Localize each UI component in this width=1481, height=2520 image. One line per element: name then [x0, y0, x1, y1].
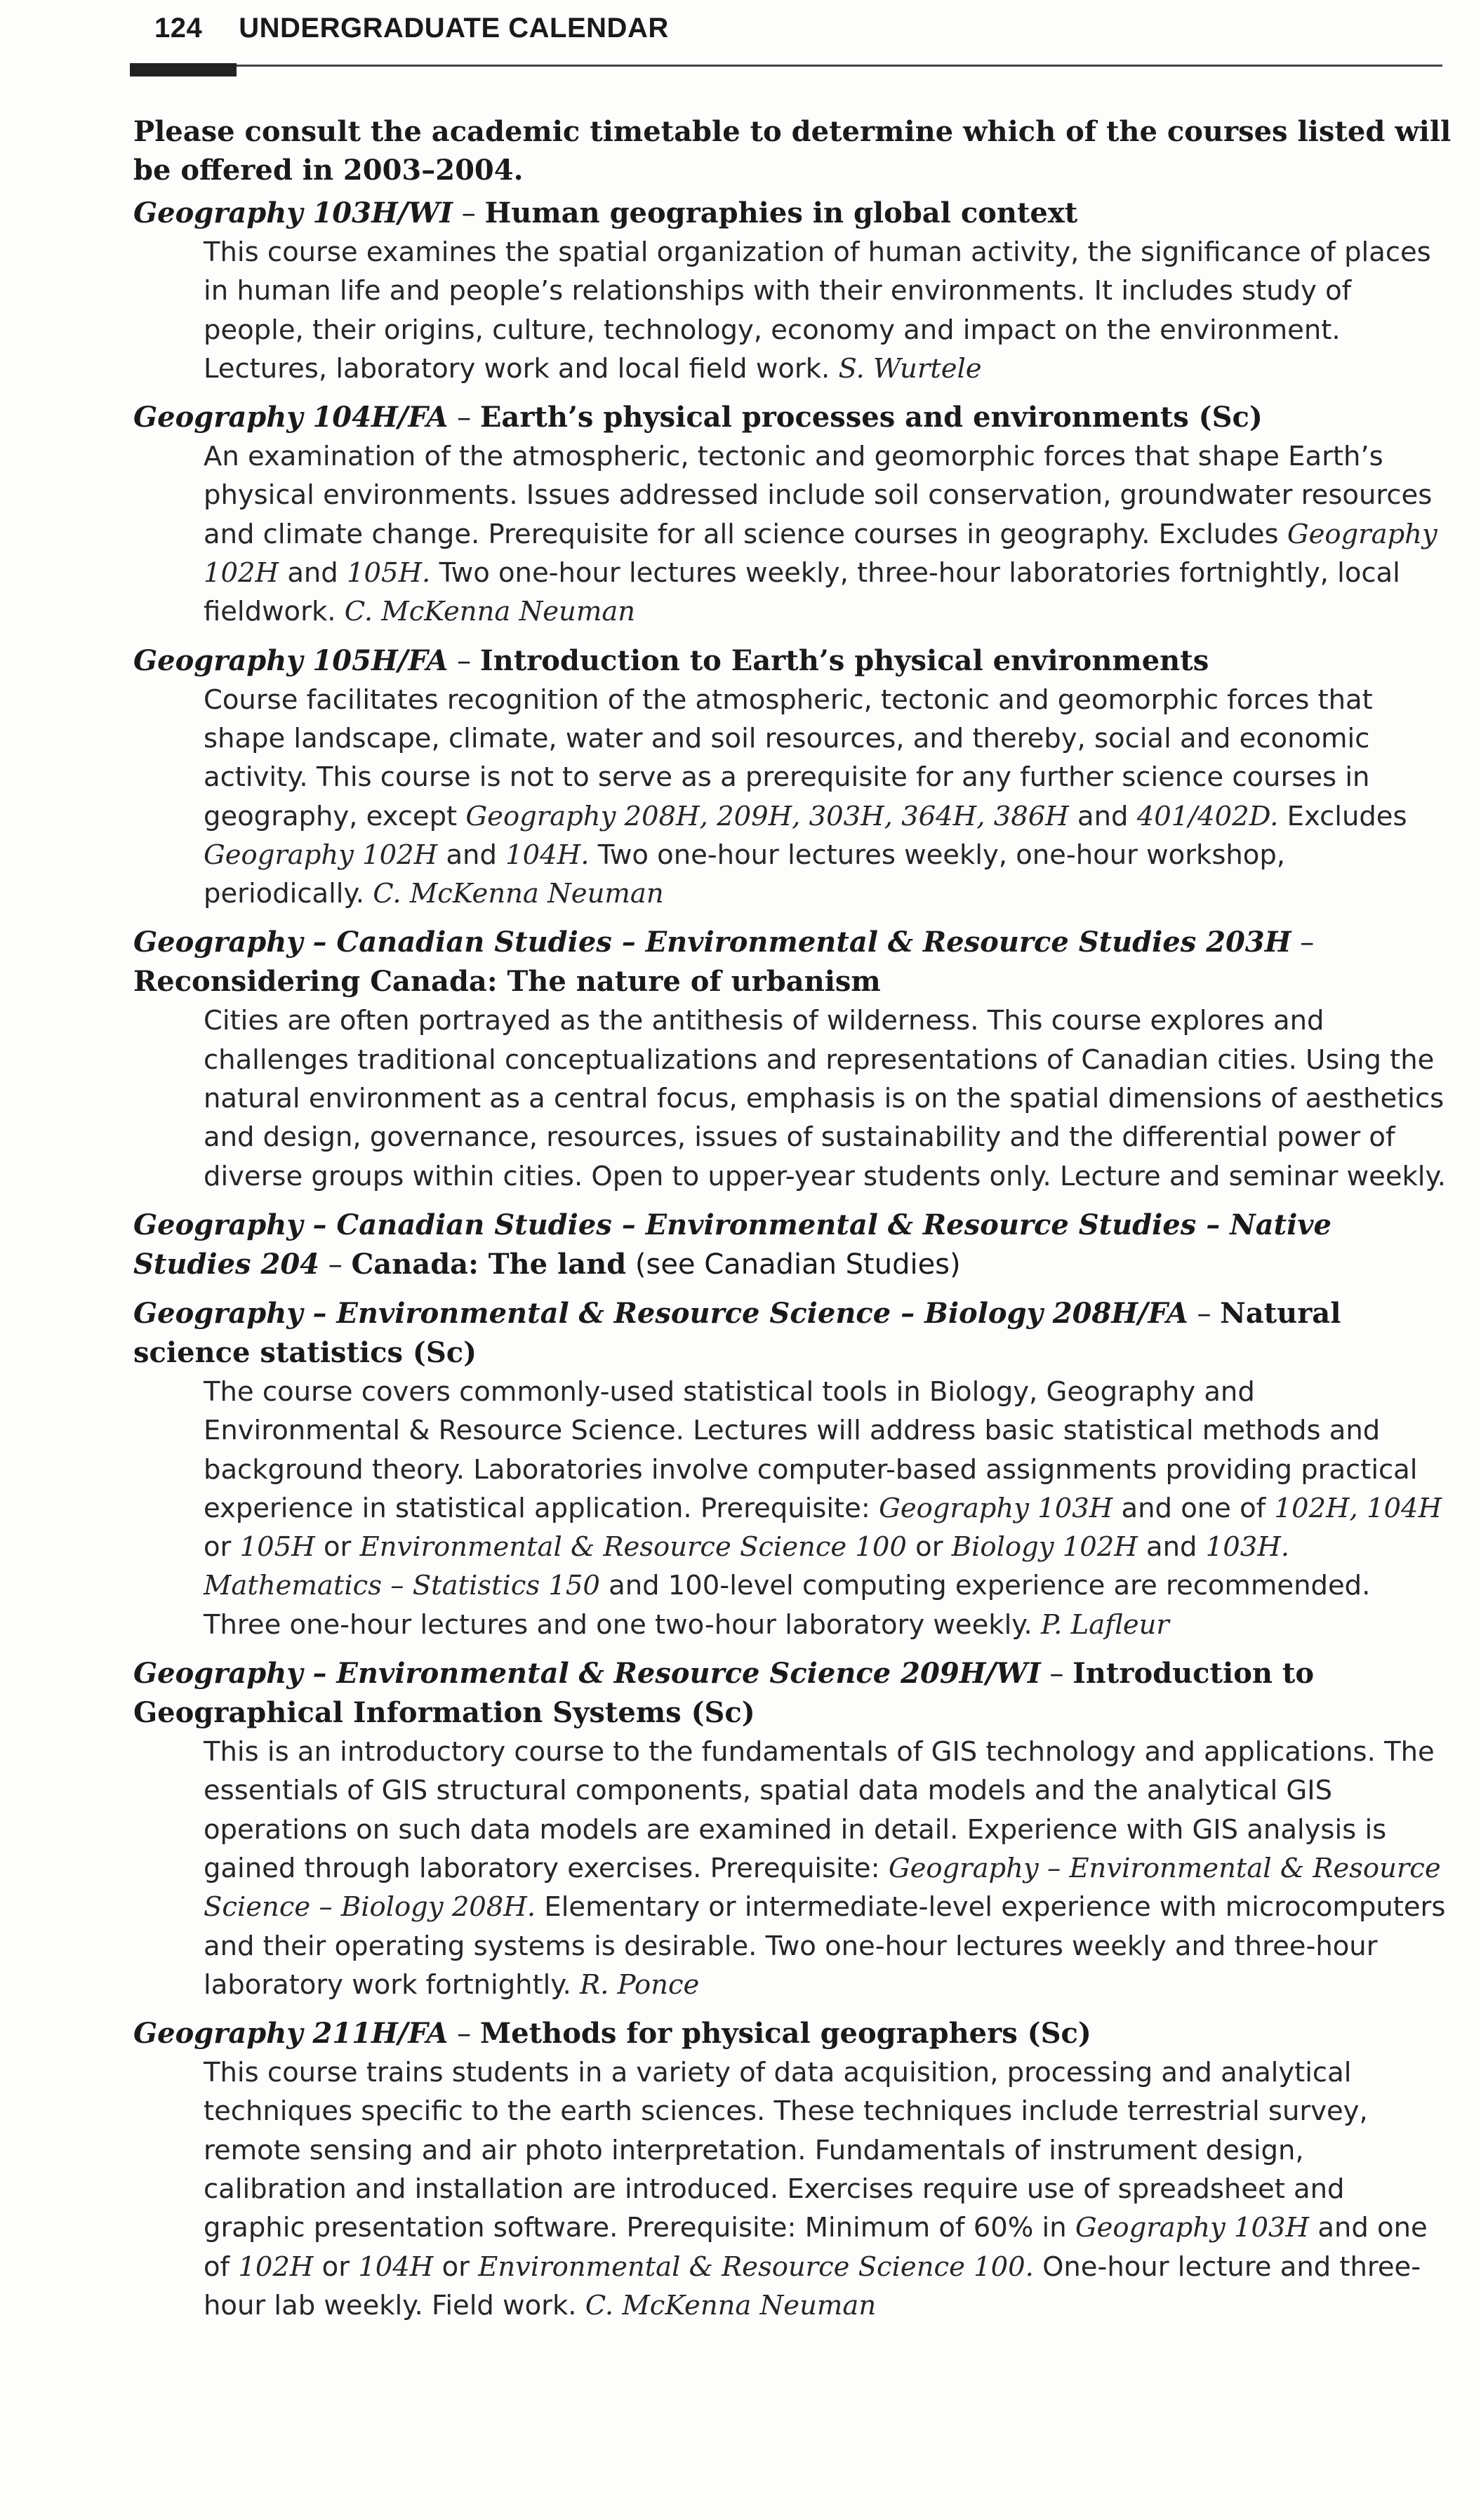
- course-reference: 104H.: [505, 839, 590, 871]
- course-name: Earth’s physical processes and environments (Sc): [479, 401, 1263, 434]
- description-text: Two one-hour lectures weekly, three-hour laboratories fortnightly, local fieldwork.: [204, 557, 1400, 628]
- course-reference: 102H, 104H: [1274, 1492, 1442, 1524]
- course-code: Geography 103H/WI: [133, 196, 453, 229]
- course-description: [204, 437, 1453, 631]
- course-reference: 105H: [239, 1531, 315, 1564]
- course-name: Introduction to Geographical Information Systems (Sc): [133, 1657, 1315, 1730]
- course-entry: [133, 923, 1453, 1195]
- course-name: Human geographies in global context: [484, 196, 1078, 229]
- description-text: Cities are often portrayed as the antithesis of wilderness. This course explores and challenges traditional conceptualizations and representations of Canadian cities. Using the natural environment as a central focus, emphasis is on the spatial dimensions of aesthetics and design, governance, resources, issues of sustainability and the differential power of diverse groups within cities. Open to upper-year students only. Lecture and seminar weekly.: [204, 1005, 1447, 1192]
- course-name: Canada: The land: [351, 1247, 627, 1281]
- course-reference: Mathematics – Statistics 150: [204, 1570, 600, 1602]
- course-entry: [133, 398, 1453, 631]
- description-text: or: [204, 1531, 232, 1564]
- header-title: UNDERGRADUATE CALENDAR: [239, 13, 669, 44]
- course-entry: [133, 2014, 1453, 2325]
- description-text: Excludes: [1287, 800, 1407, 832]
- description-text: or: [323, 1531, 352, 1564]
- instructor: P. Lafleur: [1041, 1608, 1169, 1641]
- course-reference: Geography 103H: [879, 1492, 1113, 1524]
- course-title: Geography – Environmental & Resource Science 209H/WI – Introduction to Geographical Information Systems (Sc): [133, 1657, 1315, 1730]
- course-code: Geography – Canadian Studies – Environmental & Resource Studies 203H: [133, 926, 1291, 959]
- course-title: Geography – Canadian Studies – Environmental & Resource Studies 203H – Reconsidering Canada: The nature of urbanism: [133, 926, 1315, 999]
- description-text: and 100-level computing experience are recommended. Three one-hour lectures and one two-hour laboratory weekly.: [204, 1570, 1371, 1641]
- course-entry: [133, 641, 1453, 914]
- course-reference: Geography 102H: [204, 518, 1437, 589]
- description-text: or: [441, 2251, 470, 2283]
- course-description: [204, 2053, 1453, 2325]
- description-text: and: [287, 557, 338, 589]
- instructor: C. McKenna Neuman: [344, 596, 636, 628]
- description-text: Elementary or intermediate-level experience with microcomputers and their operating systems is desirable. Two one-hour lectures weekly and three-hour laboratory work fortnightly.: [204, 1891, 1446, 2001]
- description-text: One-hour lecture and three-hour lab weekly. Field work.: [204, 2251, 1421, 2321]
- course-reference: 102H: [238, 2251, 314, 2283]
- course-entry: [133, 1654, 1453, 2004]
- course-reference: Environmental & Resource Science 100: [359, 1531, 907, 1564]
- instructor: C. McKenna Neuman: [373, 878, 664, 910]
- course-reference: 103H.: [1205, 1531, 1290, 1564]
- instructor: S. Wurtele: [838, 352, 982, 385]
- course-name: Natural science statistics (Sc): [133, 1296, 1341, 1369]
- course-reference: Geography 103H: [1075, 2212, 1310, 2244]
- course-reference: Geography 102H: [204, 839, 438, 871]
- course-reference: Geography – Environmental & Resource Science – Biology 208H.: [204, 1852, 1441, 1924]
- course-title: Geography – Canadian Studies – Environmental & Resource Studies – Native Studies 204 – Canada: The land (see Canadian Studies): [133, 1208, 1331, 1281]
- course-entry: [133, 1294, 1453, 1644]
- course-description: [204, 1001, 1453, 1195]
- course-reference: 105H.: [347, 557, 431, 589]
- course-description: [204, 1733, 1453, 2004]
- cross-reference-note: (see Canadian Studies): [635, 1248, 961, 1281]
- page-header: [154, 13, 669, 44]
- course-reference: Environmental & Resource Science 100.: [478, 2251, 1034, 2283]
- course-reference: 104H: [358, 2251, 434, 2283]
- course-title: Geography 105H/FA – Introduction to Earth’s physical environments: [133, 644, 1209, 677]
- course-code: Geography 211H/FA: [133, 2017, 449, 2051]
- description-text: and one of: [204, 2212, 1428, 2283]
- course-list: [133, 112, 1453, 2335]
- course-code: Geography – Environmental & Resource Science 209H/WI: [133, 1657, 1041, 1691]
- course-entry: [133, 1206, 1453, 1284]
- description-text: An examination of the atmospheric, tectonic and geomorphic forces that shape Earth’s physical environments. Issues addressed include soil conservation, groundwater resources and climate change. Prerequisite for all science courses in geography. Excludes: [204, 441, 1433, 550]
- description-text: and: [1146, 1531, 1197, 1564]
- instructor: R. Ponce: [580, 1968, 700, 2001]
- course-name: Reconsidering Canada: The nature of urbanism: [133, 965, 881, 999]
- course-code: Geography – Canadian Studies – Environmental & Resource Studies – Native Studies 204: [133, 1208, 1331, 1281]
- header-rule-block: [130, 63, 237, 76]
- course-code: Geography – Environmental & Resource Science – Biology 208H/FA: [133, 1296, 1188, 1330]
- course-description: [204, 233, 1453, 388]
- course-title: Geography 103H/WI – Human geographies in global context: [133, 196, 1078, 229]
- description-text: Two one-hour lectures weekly, one-hour workshop, periodically.: [204, 839, 1286, 910]
- description-text: Course facilitates recognition of the atmospheric, tectonic and geomorphic forces that shape landscape, climate, water and soil resources, and thereby, social and economic activity. This course is not to serve as a prerequisite for any further science courses in geography, except: [204, 684, 1373, 832]
- course-title: Geography 211H/FA – Methods for physical geographers (Sc): [133, 2017, 1091, 2051]
- description-text: This course trains students in a variety of data acquisition, processing and analytical techniques specific to the earth sciences. These techniques include terrestrial survey, remote sensing and air photo interpretation. Fundamentals of instrument design, calibration and installation are introduced. Exercises require use of spreadsheet and graphic presentation software. Prerequisite: Minimum of 60% in: [204, 2057, 1368, 2244]
- description-text: and one of: [1121, 1492, 1266, 1524]
- course-code: Geography 104H/FA: [133, 401, 449, 434]
- description-text: or: [321, 2251, 350, 2283]
- instructor: C. McKenna Neuman: [585, 2289, 877, 2321]
- course-description: [204, 1373, 1453, 1644]
- description-text: or: [915, 1531, 943, 1564]
- course-title: Geography – Environmental & Resource Science – Biology 208H/FA – Natural science statistics (Sc): [133, 1296, 1341, 1369]
- intro-note: Please consult the academic timetable to determine which of the courses listed will be offered in 2003–2004.: [133, 115, 1452, 187]
- course-name: Methods for physical geographers (Sc): [479, 2017, 1091, 2051]
- header-rule: [130, 65, 1442, 67]
- description-text: and: [1077, 800, 1129, 832]
- course-description: [204, 681, 1453, 914]
- course-title: Geography 104H/FA – Earth’s physical processes and environments (Sc): [133, 401, 1263, 434]
- description-text: and: [446, 839, 497, 871]
- course-reference: Geography 208H, 209H, 303H, 364H, 386H: [465, 800, 1069, 832]
- course-reference: Biology 102H: [951, 1531, 1138, 1564]
- description-text: This is an introductory course to the fundamentals of GIS technology and applications. The essentials of GIS structural components, spatial data models and the analytical GIS operations on such data models are examined in detail. Experience with GIS analysis is gained through laboratory exercises. Prerequisite:: [204, 1736, 1435, 1884]
- description-text: The course covers commonly-used statistical tools in Biology, Geography and Environmental & Resource Science. Lectures will address basic statistical methods and background theory. Laboratories involve computer-based assignments providing practical experience in statistical application. Prerequisite:: [204, 1375, 1418, 1524]
- description-text: This course examines the spatial organization of human activity, the significance of places in human life and people’s relationships with their environments. It includes study of people, their origins, culture, technology, economy and impact on the environment. Lectures, laboratory work and local field work.: [204, 236, 1431, 385]
- page-number: 124: [154, 13, 203, 44]
- course-entry: [133, 194, 1453, 388]
- course-reference: 401/402D.: [1136, 800, 1279, 832]
- course-code: Geography 105H/FA: [133, 644, 449, 677]
- course-name: Introduction to Earth’s physical environments: [479, 644, 1209, 677]
